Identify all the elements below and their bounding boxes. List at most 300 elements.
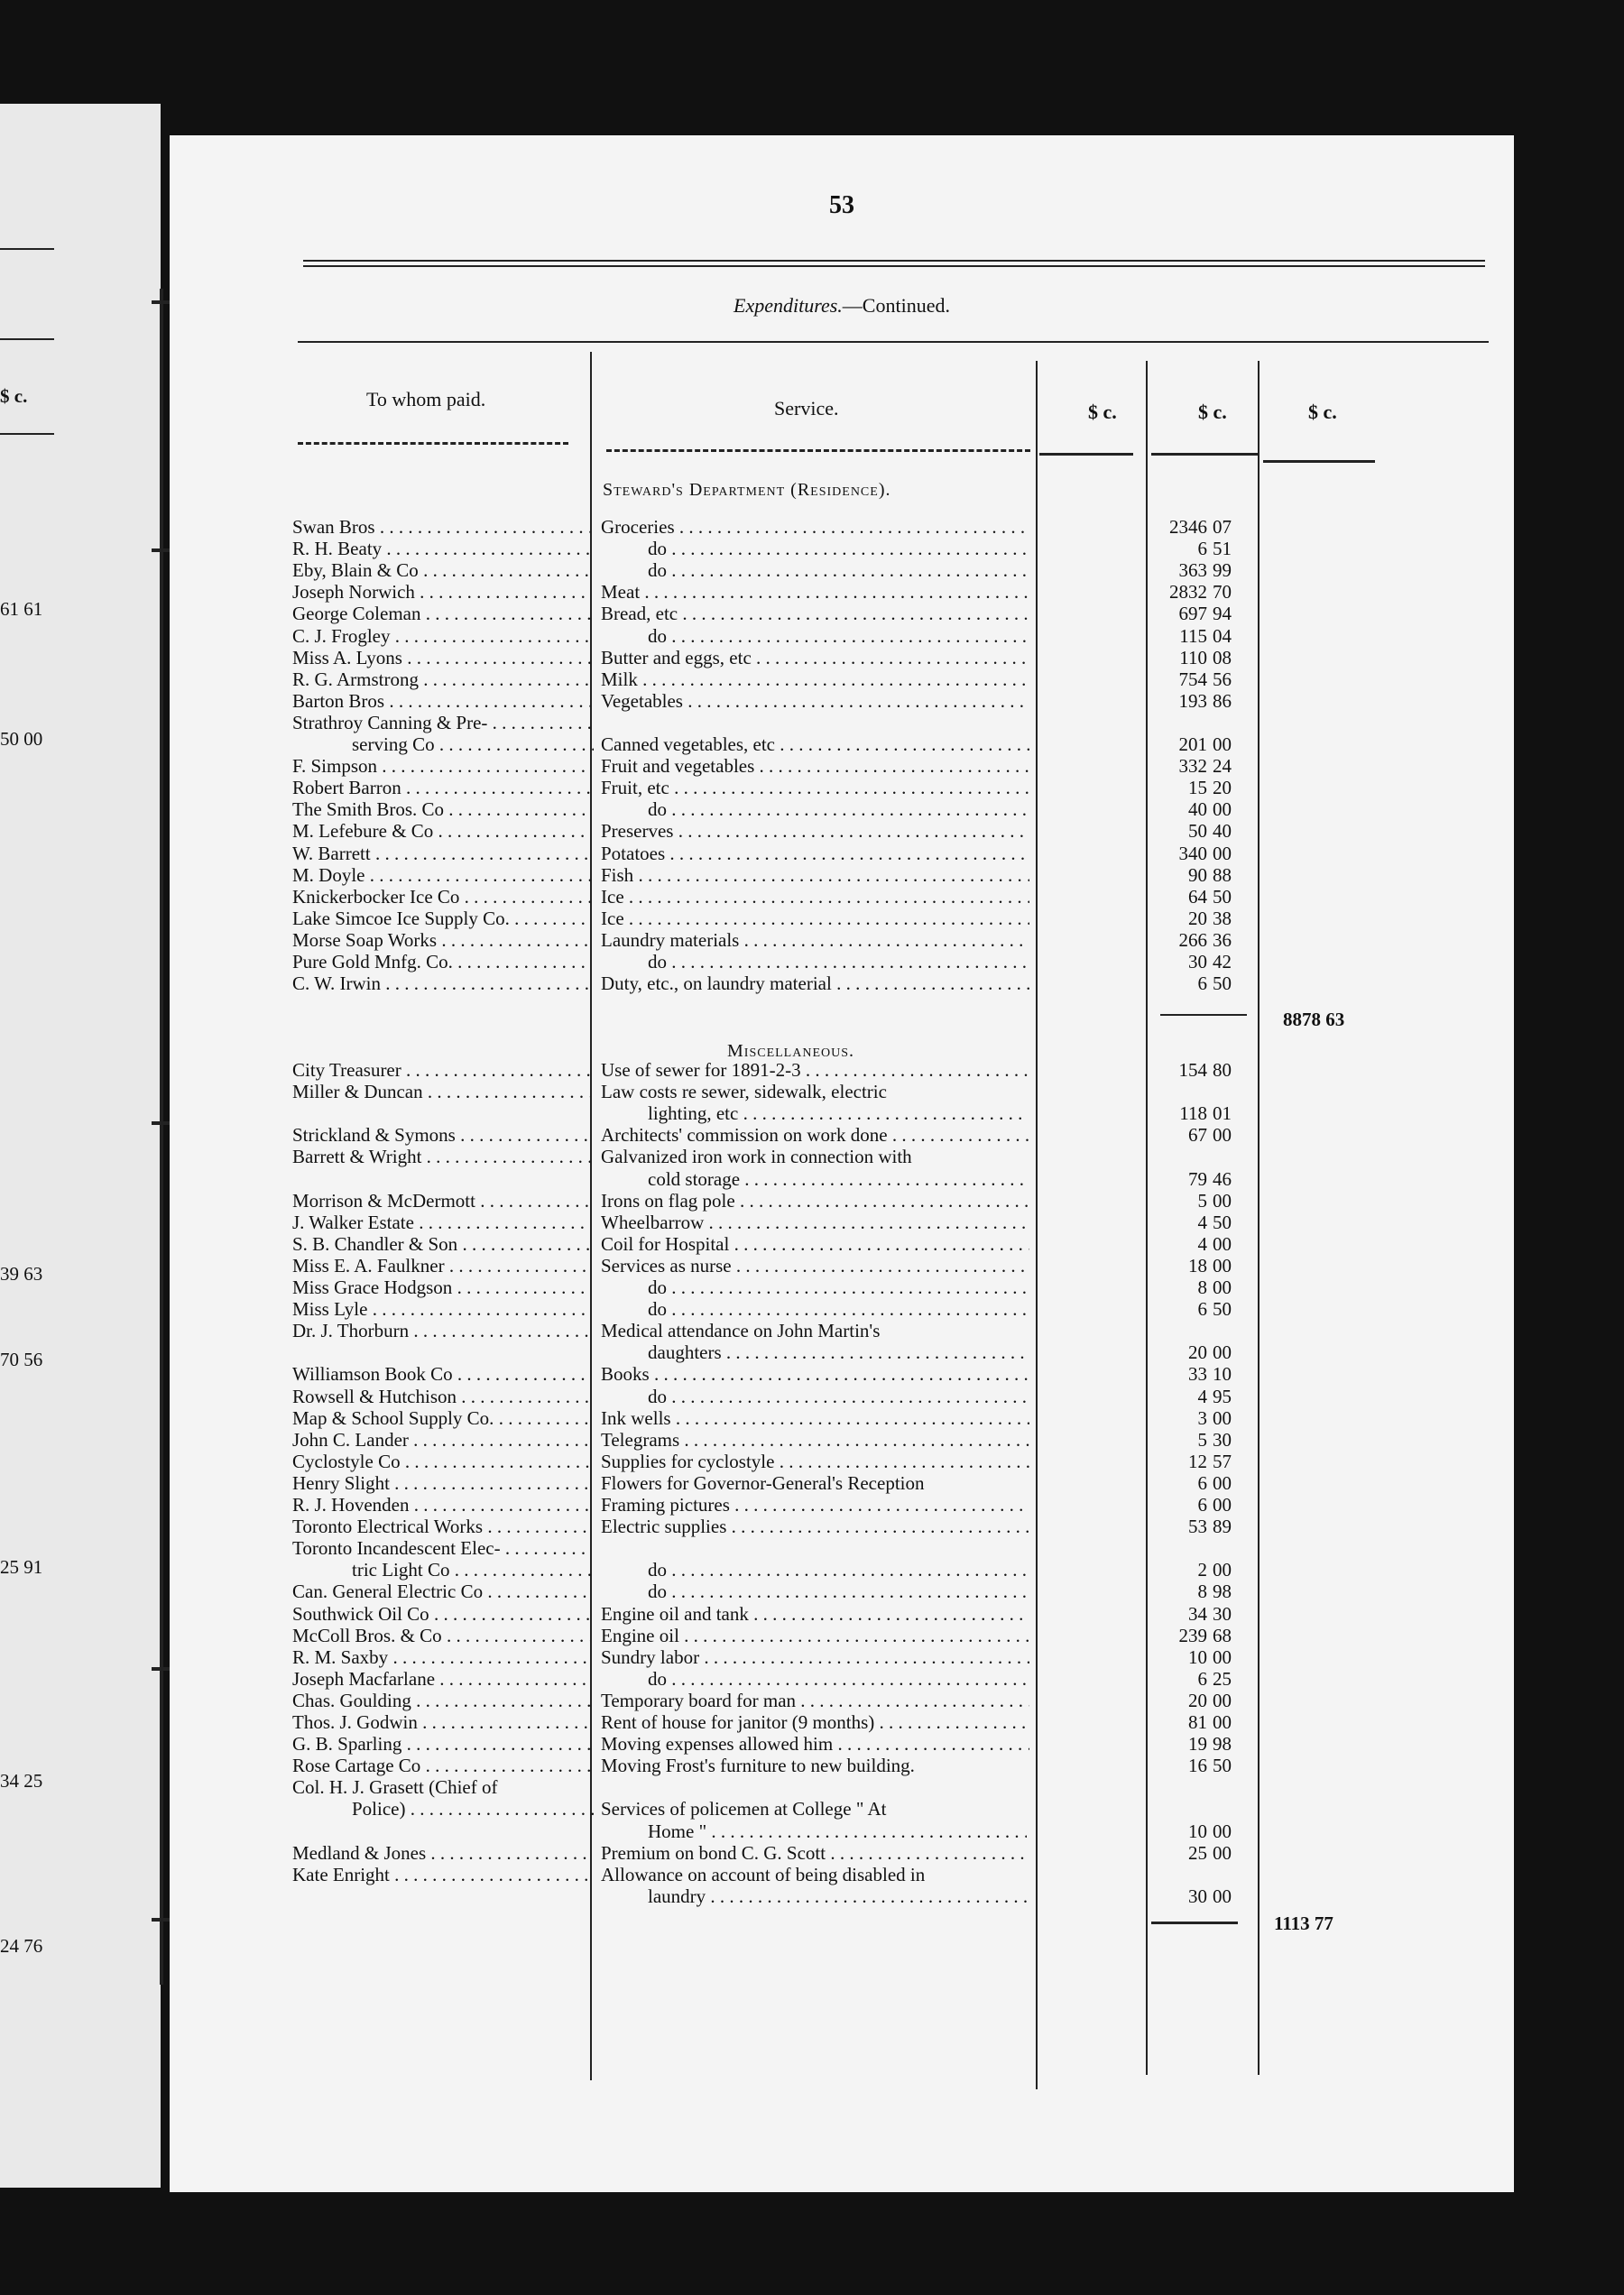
amount-cents: 20 xyxy=(1213,777,1232,799)
amount-cents: 00 xyxy=(1213,1341,1232,1364)
payee-name: Knickerbocker Ice Co . . . xyxy=(292,886,590,908)
ledger-row xyxy=(170,886,1514,908)
payee-name: Miss A. Lyons . . . xyxy=(292,647,590,668)
ledger-row xyxy=(170,1081,1514,1102)
amount-dollars: 115 xyxy=(1179,624,1207,647)
header-dash xyxy=(298,442,568,445)
left-amount: 70 56 xyxy=(0,1349,43,1370)
amount-dollars: 6 xyxy=(1197,1298,1207,1321)
service-description: Moving expenses allowed him . . . xyxy=(601,1733,1029,1755)
amount-dollars: 193 xyxy=(1178,689,1207,712)
amount-dollars: 10 xyxy=(1188,1645,1207,1668)
caption-rule xyxy=(298,341,1489,343)
amount-dollars: 19 xyxy=(1188,1733,1207,1756)
ledger-row xyxy=(170,908,1514,929)
amount-dollars: 5 xyxy=(1197,1189,1207,1212)
ledger-row xyxy=(170,733,1514,755)
amount-cents: 00 xyxy=(1213,1124,1232,1147)
ledger-row xyxy=(170,1059,1514,1081)
section-total-stewards: 8878 63 xyxy=(1283,1009,1345,1030)
amount-cents: 42 xyxy=(1213,951,1232,972)
service-description: Electric supplies . . . xyxy=(601,1516,1029,1537)
service-ditto: do . . . xyxy=(648,798,1027,820)
ledger-row xyxy=(170,1516,1514,1537)
ledger-row xyxy=(170,1146,1514,1167)
amount-dollars: 50 xyxy=(1188,820,1207,843)
ledger-row xyxy=(170,1885,1514,1907)
amount-dollars: 20 xyxy=(1188,907,1207,929)
amount-cents: 00 xyxy=(1213,1559,1232,1581)
ledger-row xyxy=(170,1212,1514,1233)
amount-cents: 57 xyxy=(1213,1450,1232,1472)
service-description: Telegrams . . . xyxy=(601,1429,1029,1451)
left-amount: 24 76 xyxy=(0,1935,43,1957)
ledger-row xyxy=(170,625,1514,647)
service-description: Books . . . xyxy=(601,1363,1029,1385)
payee-name: Col. H. J. Grasett (Chief of xyxy=(292,1776,498,1799)
amount-dollars: 4 xyxy=(1197,1385,1207,1407)
ledger-row xyxy=(170,1690,1514,1711)
payee-name: Thos. J. Godwin . . . xyxy=(292,1711,590,1733)
ledger-row xyxy=(170,1255,1514,1277)
payee-name: Cyclostyle Co . . . xyxy=(292,1451,590,1472)
amount-dollars: 34 xyxy=(1188,1602,1207,1625)
service-description: lighting, etc . . . xyxy=(648,1102,1027,1124)
payee-name: The Smith Bros. Co . . . xyxy=(292,798,590,820)
payee-name: Joseph Norwich . . . xyxy=(292,581,590,603)
service-description: Fruit, etc . . . xyxy=(601,777,1029,798)
payee-name: F. Simpson . . . xyxy=(292,755,590,777)
ledger-row xyxy=(170,1363,1514,1385)
payee-name: Robert Barron . . . xyxy=(292,777,590,798)
service-description: Moving Frost's furniture to new building. xyxy=(601,1755,915,1777)
left-page-fragment xyxy=(0,104,161,2188)
service-description: Meat . . . xyxy=(601,581,1029,603)
ledger-row xyxy=(170,777,1514,798)
payee-name: tric Light Co . . . xyxy=(352,1559,594,1581)
amount-dollars: 2 xyxy=(1197,1559,1207,1581)
header-dash xyxy=(606,449,1030,452)
payee-name: Police) . . . xyxy=(352,1798,594,1820)
col-header-money-1: $ c. xyxy=(1088,401,1117,423)
service-description: Ink wells . . . xyxy=(601,1407,1029,1429)
service-ditto: do . . . xyxy=(648,951,1027,972)
payee-name: R. H. Beaty . . . xyxy=(292,538,590,559)
service-description: Potatoes . . . xyxy=(601,843,1029,864)
ledger-row xyxy=(170,951,1514,972)
payee-name: Strickland & Symons . . . xyxy=(292,1124,590,1146)
amount-dollars: 20 xyxy=(1188,1689,1207,1711)
payee-name: Rowsell & Hutchison . . . xyxy=(292,1386,590,1407)
service-description: Canned vegetables, etc . . . xyxy=(601,733,1029,755)
ledger-row xyxy=(170,1864,1514,1885)
top-rule xyxy=(303,265,1485,267)
service-description: Engine oil . . . xyxy=(601,1625,1029,1646)
payee-name: Rose Cartage Co . . . xyxy=(292,1755,590,1776)
service-description: Home " . . . xyxy=(648,1820,1027,1842)
payee-name: Miss E. A. Faulkner . . . xyxy=(292,1255,590,1277)
subtotal-rule xyxy=(1160,1014,1247,1016)
ledger-row xyxy=(170,1668,1514,1690)
service-description: Sundry labor . . . xyxy=(601,1646,1029,1668)
amount-dollars: 266 xyxy=(1178,928,1207,951)
payee-name: Strathroy Canning & Pre- . . . xyxy=(292,712,590,733)
service-description: Architects' commission on work done . . . xyxy=(601,1124,1029,1146)
left-amount: 25 91 xyxy=(0,1556,43,1578)
amount-dollars: 4 xyxy=(1197,1211,1207,1233)
amount-dollars: 8 xyxy=(1197,1581,1207,1603)
amount-cents: 50 xyxy=(1213,1755,1232,1777)
amount-cents: 25 xyxy=(1213,1667,1232,1690)
payee-name: M. Doyle . . . xyxy=(292,864,590,886)
amount-dollars: 6 xyxy=(1197,1471,1207,1494)
payee-name: C. J. Frogley . . . xyxy=(292,625,590,647)
payee-name: Dr. J. Thorburn . . . xyxy=(292,1320,590,1341)
amount-dollars: 16 xyxy=(1188,1755,1207,1777)
payee-name: Swan Bros . . . xyxy=(292,516,590,538)
ledger-row xyxy=(170,929,1514,951)
payee-name: Barrett & Wright . . . xyxy=(292,1146,590,1167)
ledger-row xyxy=(170,1711,1514,1733)
amount-cents: 88 xyxy=(1213,863,1232,886)
amount-cents: 00 xyxy=(1213,1277,1232,1298)
amount-dollars: 110 xyxy=(1179,646,1207,668)
amount-dollars: 6 xyxy=(1197,1667,1207,1690)
payee-name: C. W. Irwin . . . xyxy=(292,972,590,994)
amount-dollars: 10 xyxy=(1188,1820,1207,1842)
ledger-row xyxy=(170,1603,1514,1625)
amount-dollars: 25 xyxy=(1188,1841,1207,1864)
amount-cents: 95 xyxy=(1213,1385,1232,1407)
amount-cents: 00 xyxy=(1213,1645,1232,1668)
amount-cents: 00 xyxy=(1213,798,1232,821)
service-description: Vegetables . . . xyxy=(601,690,1029,712)
service-ditto: do . . . xyxy=(648,1386,1027,1407)
payee-name: Pure Gold Mnfg. Co. . . . xyxy=(292,951,590,972)
service-description: Ice . . . xyxy=(601,886,1029,908)
amount-cents: 04 xyxy=(1213,624,1232,647)
ledger-row xyxy=(170,1102,1514,1124)
service-description: Coil for Hospital . . . xyxy=(601,1233,1029,1255)
col-header-service: Service. xyxy=(774,397,839,419)
service-ditto: do . . . xyxy=(648,1668,1027,1690)
payee-name: Toronto Incandescent Elec- . . . xyxy=(292,1537,590,1559)
service-description: Engine oil and tank . . . xyxy=(601,1603,1029,1625)
amount-cents: 00 xyxy=(1213,1841,1232,1864)
amount-dollars: 239 xyxy=(1178,1624,1207,1646)
amount-dollars: 64 xyxy=(1188,885,1207,908)
payee-name: John C. Lander . . . xyxy=(292,1429,590,1451)
payee-name: Southwick Oil Co . . . xyxy=(292,1603,590,1625)
payee-name: Eby, Blain & Co . . . xyxy=(292,559,590,581)
ledger-row xyxy=(170,1559,1514,1581)
service-description: Rent of house for janitor (9 months) . . . xyxy=(601,1711,1029,1733)
amount-cents: 30 xyxy=(1213,1602,1232,1625)
amount-dollars: 697 xyxy=(1178,603,1207,625)
amount-dollars: 6 xyxy=(1197,538,1207,560)
amount-cents: 00 xyxy=(1213,1406,1232,1429)
ledger-row xyxy=(170,1472,1514,1494)
service-description: Galvanized iron work in connection with xyxy=(601,1146,912,1168)
ledger-row xyxy=(170,1625,1514,1646)
ledger-row xyxy=(170,1733,1514,1755)
payee-name: Barton Bros . . . xyxy=(292,690,590,712)
ledger-row xyxy=(170,843,1514,864)
left-rule xyxy=(0,248,54,250)
service-description: cold storage . . . xyxy=(648,1168,1027,1190)
amount-cents: 00 xyxy=(1213,733,1232,755)
service-description: Groceries . . . xyxy=(601,516,1029,538)
payee-name: Miss Grace Hodgson . . . xyxy=(292,1277,590,1298)
ledger-row xyxy=(170,516,1514,538)
amount-cents: 70 xyxy=(1213,581,1232,604)
amount-dollars: 81 xyxy=(1188,1711,1207,1733)
amount-cents: 00 xyxy=(1213,1885,1232,1907)
service-description: Bread, etc . . . xyxy=(601,603,1029,624)
amount-dollars: 18 xyxy=(1188,1254,1207,1277)
section-total-miscellaneous: 1113 77 xyxy=(1274,1912,1333,1934)
ledger-row xyxy=(170,603,1514,624)
payee-name: Morse Soap Works . . . xyxy=(292,929,590,951)
amount-dollars: 67 xyxy=(1188,1124,1207,1147)
header-rule xyxy=(1263,460,1375,463)
service-description: Framing pictures . . . xyxy=(601,1494,1029,1516)
service-description: Butter and eggs, etc . . . xyxy=(601,647,1029,668)
service-description: daughters . . . xyxy=(648,1341,1027,1363)
amount-cents: 40 xyxy=(1213,820,1232,843)
amount-dollars: 154 xyxy=(1178,1059,1207,1081)
service-description: Laundry materials . . . xyxy=(601,929,1029,951)
service-ditto: do . . . xyxy=(648,625,1027,647)
amount-dollars: 53 xyxy=(1188,1516,1207,1538)
service-description: Services of policemen at College " At xyxy=(601,1798,887,1820)
amount-dollars: 2832 xyxy=(1169,581,1207,604)
ledger-row xyxy=(170,798,1514,820)
amount-cents: 07 xyxy=(1213,516,1232,538)
service-description: Use of sewer for 1891-2-3 . . . xyxy=(601,1059,1029,1081)
amount-cents: 99 xyxy=(1213,559,1232,582)
amount-dollars: 8 xyxy=(1197,1277,1207,1298)
service-ditto: do . . . xyxy=(648,1298,1027,1320)
amount-dollars: 30 xyxy=(1188,951,1207,972)
amount-cents: 00 xyxy=(1213,1711,1232,1733)
header-rule xyxy=(1151,453,1258,456)
amount-cents: 00 xyxy=(1213,1820,1232,1842)
ledger-row xyxy=(170,972,1514,994)
payee-name: serving Co . . . xyxy=(352,733,594,755)
service-description: Temporary board for man . . . xyxy=(601,1690,1029,1711)
payee-name: Can. General Electric Co . . . xyxy=(292,1581,590,1602)
ledger-row xyxy=(170,1124,1514,1146)
payee-name: Kate Enright . . . xyxy=(292,1864,590,1885)
page-number: 53 xyxy=(829,191,854,219)
left-rule xyxy=(0,338,54,340)
service-description: Fish . . . xyxy=(601,864,1029,886)
service-ditto: do . . . xyxy=(648,1277,1027,1298)
service-description: Irons on flag pole . . . xyxy=(601,1190,1029,1212)
service-description: Law costs re sewer, sidewalk, electric xyxy=(601,1081,887,1103)
service-description: Services as nurse . . . xyxy=(601,1255,1029,1277)
payee-name: George Coleman . . . xyxy=(292,603,590,624)
ledger-row xyxy=(170,1451,1514,1472)
payee-name: R. J. Hovenden . . . xyxy=(292,1494,590,1516)
payee-name: Medland & Jones . . . xyxy=(292,1842,590,1864)
left-amount: 50 00 xyxy=(0,728,43,750)
amount-dollars: 30 xyxy=(1188,1885,1207,1907)
payee-name: W. Barrett . . . xyxy=(292,843,590,864)
ledger-row xyxy=(170,559,1514,581)
ledger-row xyxy=(170,1755,1514,1776)
payee-name: Lake Simcoe Ice Supply Co. . . . xyxy=(292,908,590,929)
left-amount: 39 63 xyxy=(0,1263,43,1285)
service-description: Milk . . . xyxy=(601,668,1029,690)
service-ditto: do . . . xyxy=(648,559,1027,581)
ledger-row xyxy=(170,1429,1514,1451)
ledger-row xyxy=(170,755,1514,777)
payee-name: City Treasurer . . . xyxy=(292,1059,590,1081)
service-description: Wheelbarrow . . . xyxy=(601,1212,1029,1233)
amount-dollars: 201 xyxy=(1178,733,1207,755)
service-ditto: do . . . xyxy=(648,1581,1027,1602)
amount-dollars: 79 xyxy=(1188,1167,1207,1190)
top-rule xyxy=(303,260,1485,262)
payee-name: Miller & Duncan . . . xyxy=(292,1081,590,1102)
payee-name: R. G. Armstrong . . . xyxy=(292,668,590,690)
payee-name: Joseph Macfarlane . . . xyxy=(292,1668,590,1690)
amount-dollars: 12 xyxy=(1188,1450,1207,1472)
header-rule xyxy=(1039,453,1133,456)
payee-name: M. Lefebure & Co . . . xyxy=(292,820,590,842)
ledger-row xyxy=(170,1190,1514,1212)
amount-dollars: 15 xyxy=(1188,777,1207,799)
service-description: Duty, etc., on laundry material . . . xyxy=(601,972,1029,994)
ledger-row xyxy=(170,1298,1514,1320)
amount-cents: 00 xyxy=(1213,1254,1232,1277)
payee-name: J. Walker Estate . . . xyxy=(292,1212,590,1233)
amount-dollars: 754 xyxy=(1178,668,1207,690)
amount-cents: 10 xyxy=(1213,1363,1232,1386)
amount-cents: 30 xyxy=(1213,1428,1232,1451)
amount-cents: 56 xyxy=(1213,668,1232,690)
amount-cents: 68 xyxy=(1213,1624,1232,1646)
amount-cents: 50 xyxy=(1213,972,1232,995)
left-rule xyxy=(0,433,54,435)
amount-dollars: 90 xyxy=(1188,863,1207,886)
subtotal-rule xyxy=(1151,1922,1238,1924)
ledger-row xyxy=(170,1646,1514,1668)
service-ditto: do . . . xyxy=(648,1559,1027,1581)
amount-dollars: 40 xyxy=(1188,798,1207,821)
amount-cents: 46 xyxy=(1213,1167,1232,1190)
amount-cents: 51 xyxy=(1213,538,1232,560)
amount-cents: 50 xyxy=(1213,1211,1232,1233)
col-header-money-3: $ c. xyxy=(1308,401,1337,423)
amount-cents: 94 xyxy=(1213,603,1232,625)
ledger-row xyxy=(170,690,1514,712)
ledger-row xyxy=(170,1407,1514,1429)
left-money-header: $ c. xyxy=(0,385,28,407)
payee-name: Williamson Book Co . . . xyxy=(292,1363,590,1385)
payee-name: R. M. Saxby . . . xyxy=(292,1646,590,1668)
payee-name: Chas. Goulding . . . xyxy=(292,1690,590,1711)
amount-cents: 00 xyxy=(1213,1232,1232,1255)
amount-dollars: 6 xyxy=(1197,1494,1207,1516)
amount-cents: 00 xyxy=(1213,1689,1232,1711)
amount-cents: 50 xyxy=(1213,885,1232,908)
amount-dollars: 363 xyxy=(1178,559,1207,582)
ledger-row xyxy=(170,1798,1514,1820)
left-amount: 61 61 xyxy=(0,598,43,620)
amount-dollars: 332 xyxy=(1178,755,1207,778)
ledger-row xyxy=(170,647,1514,668)
ledger-row xyxy=(170,1494,1514,1516)
amount-cents: 00 xyxy=(1213,1494,1232,1516)
ledger-row xyxy=(170,1277,1514,1298)
amount-cents: 89 xyxy=(1213,1516,1232,1538)
ledger-row xyxy=(170,1842,1514,1864)
ledger-row xyxy=(170,864,1514,886)
payee-name: Henry Slight . . . xyxy=(292,1472,590,1494)
amount-cents: 00 xyxy=(1213,1471,1232,1494)
amount-dollars: 3 xyxy=(1197,1406,1207,1429)
payee-name: S. B. Chandler & Son . . . xyxy=(292,1233,590,1255)
amount-cents: 98 xyxy=(1213,1581,1232,1603)
service-description: Preserves . . . xyxy=(601,820,1029,842)
amount-cents: 80 xyxy=(1213,1059,1232,1081)
ledger-row xyxy=(170,712,1514,733)
amount-cents: 50 xyxy=(1213,1298,1232,1321)
amount-dollars: 20 xyxy=(1188,1341,1207,1364)
amount-dollars: 4 xyxy=(1197,1232,1207,1255)
service-description: Allowance on account of being disabled in xyxy=(601,1863,926,1885)
ledger-row xyxy=(170,1820,1514,1842)
amount-dollars: 33 xyxy=(1188,1363,1207,1386)
left-amount: 34 25 xyxy=(0,1770,43,1792)
payee-name: Map & School Supply Co. . . . xyxy=(292,1407,590,1429)
ledger-row xyxy=(170,1168,1514,1190)
amount-cents: 98 xyxy=(1213,1733,1232,1756)
service-description: laundry . . . xyxy=(648,1885,1027,1907)
ledger-row xyxy=(170,668,1514,690)
amount-cents: 00 xyxy=(1213,842,1232,864)
service-description: Ice . . . xyxy=(601,908,1029,929)
service-ditto: do . . . xyxy=(648,538,1027,559)
ledger-page xyxy=(170,135,1514,2192)
service-description: Fruit and vegetables . . . xyxy=(601,755,1029,777)
ledger-row xyxy=(170,581,1514,603)
amount-dollars: 6 xyxy=(1197,972,1207,995)
ledger-row xyxy=(170,1776,1514,1798)
amount-cents: 38 xyxy=(1213,907,1232,929)
ledger-row xyxy=(170,1386,1514,1407)
payee-name: Morrison & McDermott . . . xyxy=(292,1190,590,1212)
service-description: Supplies for cyclostyle . . . xyxy=(601,1451,1029,1472)
amount-cents: 36 xyxy=(1213,928,1232,951)
payee-name: G. B. Sparling . . . xyxy=(292,1733,590,1755)
ledger-row xyxy=(170,1320,1514,1341)
page-caption: Expenditures.—Continued. xyxy=(734,294,950,317)
service-description: Premium on bond C. G. Scott . . . xyxy=(601,1842,1029,1864)
payee-name: Toronto Electrical Works . . . xyxy=(292,1516,590,1537)
service-description: Flowers for Governor-General's Reception xyxy=(601,1471,925,1494)
service-description: Medical attendance on John Martin's xyxy=(601,1320,881,1342)
ledger-row xyxy=(170,1341,1514,1363)
ledger-row xyxy=(170,1537,1514,1559)
section-heading-stewards-department: Steward's Department (Residence). xyxy=(603,480,891,500)
amount-cents: 24 xyxy=(1213,755,1232,778)
col-header-money-2: $ c. xyxy=(1198,401,1227,423)
ledger-row xyxy=(170,1581,1514,1602)
